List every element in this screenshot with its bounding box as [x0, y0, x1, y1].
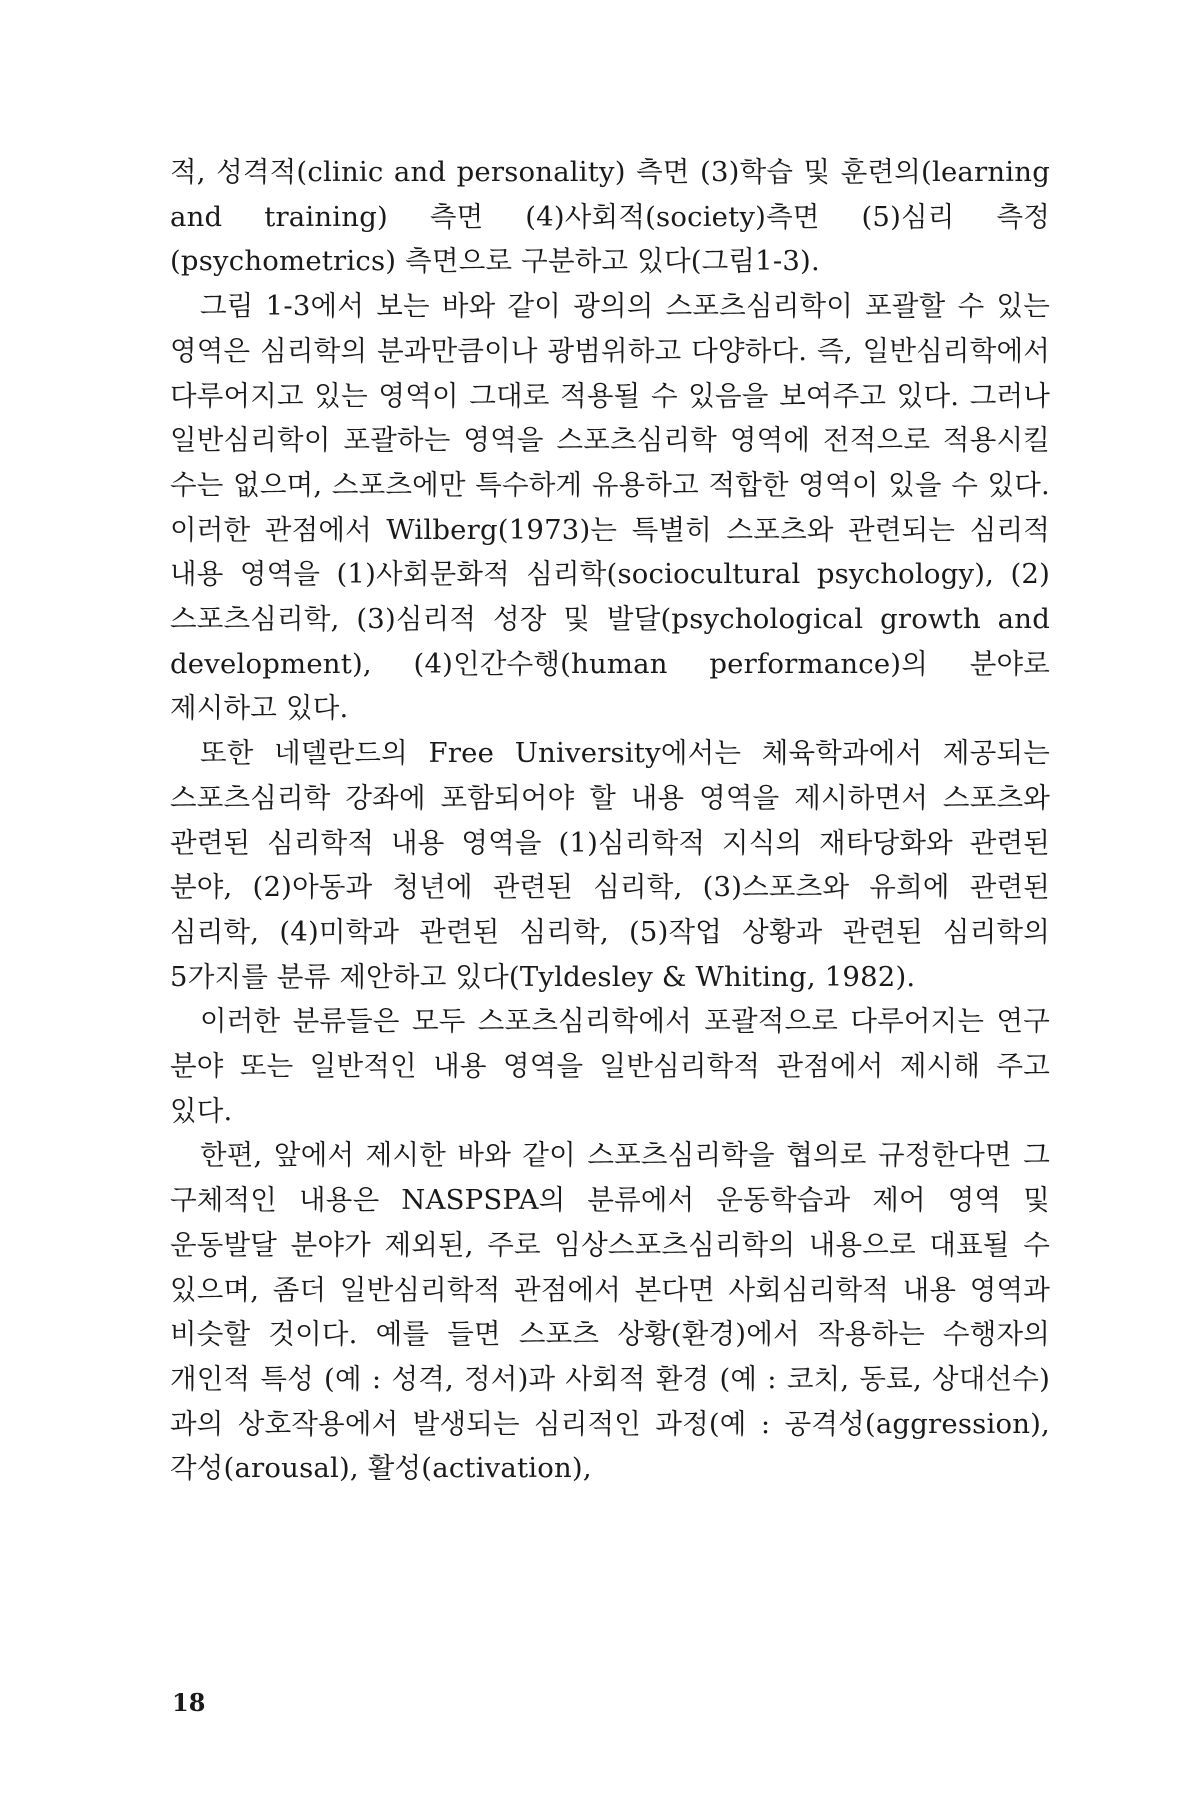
- paragraph-4: 이러한 분류들은 모두 스포츠심리학에서 포괄적으로 다루어지는 연구 분야 또는 일반적인 내용 영역을 일반심리학적 관점에서 제시해 주고 있다.: [170, 1005, 1050, 1127]
- page-number: 18: [172, 1688, 206, 1717]
- paragraph-2: 그림 1-3에서 보는 바와 같이 광의의 스포츠심리학이 포괄할 수 있는 영역은 심리학의 분과만큼이나 광범위하고 다양하다. 즉, 일반심리학에서 다루어지고 있는 영역이 그대로 적용될 수 있음을 보여주고 있다. 그러나 일반심리학이 포괄하는 영역을 스포츠심리학 영역에 전적으로 적용시킬 수는 없으며, 스포츠에만 특수하게 유용하고 적합한 영역이 있을 수 있다. 이러한 관점에서 Wilberg(1973)는 특별히 스포츠와 관련되는 심리적 내용 영역을 (1)사회문화적 심리학(sociocultural psychology), (2)스포츠심리학, (3)심리적 성장 및 발달(psychological growth and development), (4)인간수행(human performance)의 분야로 제시하고 있다.: [170, 290, 1050, 725]
- body-text: [170, 150, 1050, 1491]
- paragraph-3: 또한 네델란드의 Free University에서는 체육학과에서 제공되는 스포츠심리학 강좌에 포함되어야 할 내용 영역을 제시하면서 스포츠와 관련된 심리학적 내용 영역을 (1)심리학적 지식의 재타당화와 관련된 분야, (2)아동과 청년에 관련된 심리학, (3)스포츠와 유희에 관련된 심리학, (4)미학과 관련된 심리학, (5)작업 상황과 관련된 심리학의 5가지를 분류 제안하고 있다(Tyldesley & Whiting, 1982).: [170, 737, 1050, 993]
- paragraph-1: 적, 성격적(clinic and personality) 측면 (3)학습 및 훈련의(learning and training) 측면 (4)사회적(society)측면 (5)심리 측정(psychometrics) 측면으로 구분하고 있다(그림1-3).: [170, 156, 1050, 278]
- paragraph-5: 한편, 앞에서 제시한 바와 같이 스포츠심리학을 협의로 규정한다면 그 구체적인 내용은 NASPSPA의 분류에서 운동학습과 제어 영역 및 운동발달 분야가 제외된, 주로 임상스포츠심리학의 내용으로 대표될 수 있으며, 좀더 일반심리학적 관점에서 본다면 사회심리학적 내용 영역과 비슷할 것이다. 예를 들면 스포츠 상황(환경)에서 작용하는 수행자의 개인적 특성 (예 : 성격, 정서)과 사회적 환경 (예 : 코치, 동료, 상대선수)과의 상호작용에서 발생되는 심리적인 과정(예 : 공격성(aggression), 각성(arousal), 활성(activation),: [170, 1139, 1050, 1485]
